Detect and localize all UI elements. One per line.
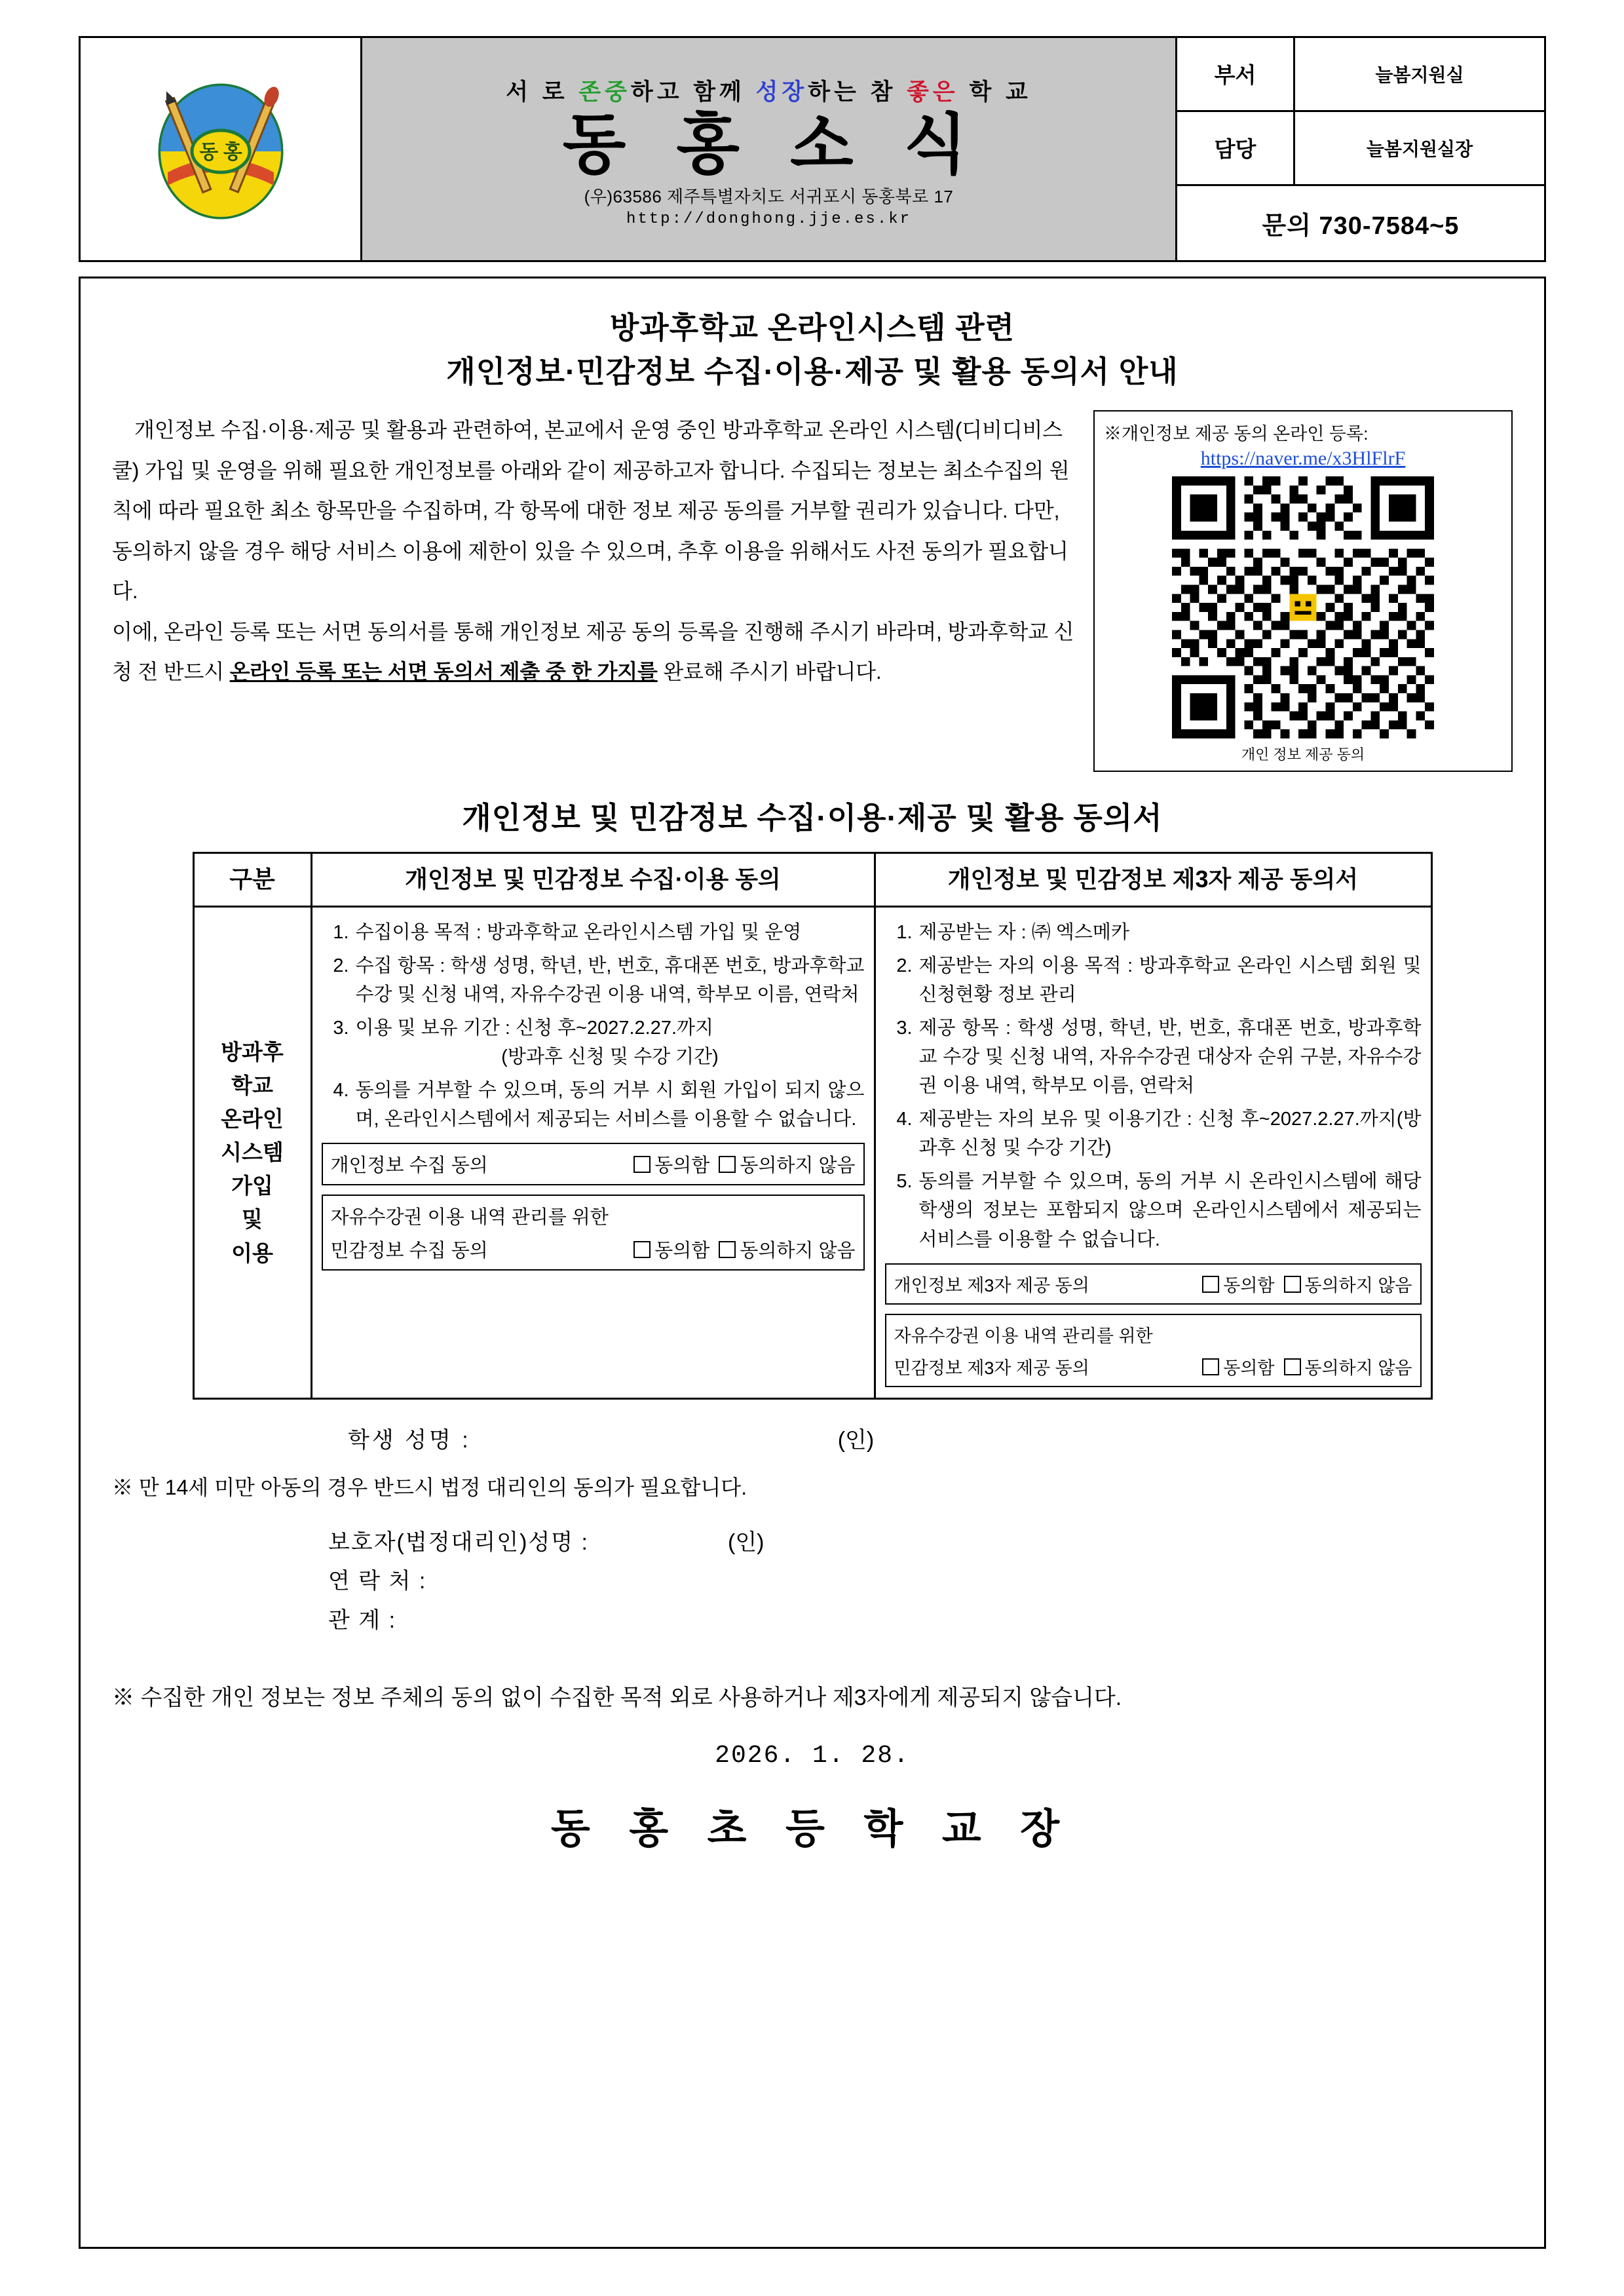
consent-lead: 자유수강권 이용 내역 관리를 위한 [894,1326,1153,1346]
intro-text [112,410,1079,692]
charge-row [1177,112,1544,186]
intro-paragraph-2 [112,612,1079,693]
school-principal-line: 동 홍 초 등 학 교 장 [550,1807,1074,1852]
school-slogan: 서 로 존중하고 함께 성장하는 참 좋은 학 교 [506,79,1032,105]
intro-paragraph-1: 개인정보 수집·이용·제공 및 활용과 관련하여, 본교에서 운영 중인 방과후학교 온라인 시스템(디비디비스쿨) 가입 및 운영을 위해 필요한 개인정보를 아래와 같이 제공하고자 합니다. 수집되는 정보는 최소수집의 원칙에 따라 필요한 최소 항목만을 수집하며, 각 항목에 대한 정보 제공 동의를 거부할 권리가 있습니다. 다만, 동의하지 않을 경우 해당 서비스 이용에 제한이 있을 수 있으며, 추후 이용을 위해서도 사전 동의가 필요합니다. [112,418,1070,603]
consent-option-yes[interactable] [633,1151,709,1177]
gubun-text: 방과후 학교 온라인 시스템 가입 및 이용 [221,1039,284,1265]
consent-yes-label: 동의함 [654,1240,710,1262]
header-gubun: 구분 [193,853,311,906]
consent-label: 개인정보 제3자 제공 동의 [894,1275,1089,1295]
consent-option-no[interactable] [1284,1271,1412,1297]
item-text: 동의를 거부할 수 있으며, 동의 거부 시 회원 가입이 되지 않으며, 온라인시스템에서 제공되는 서비스를 이용할 수 없습니다. [355,1080,865,1130]
intro2-pre: 이에, 온라인 등록 또는 서면 동의서를 통해 개인정보 제공 동의 등록을 진행해 주시기 바라며, 방과후학교 신청 전 반드시 [112,619,1074,683]
guardian-relation-label: 관 계 : [328,1607,397,1633]
item-text: 제공받는 자 : ㈜ 엑스메카 [918,921,1129,943]
contact-value: 문의 730-7584~5 [1262,212,1460,240]
consent-label: 민감정보 수집 동의 [330,1240,488,1262]
qr-registration-box [1093,410,1513,772]
item-number: 1. [333,921,349,943]
consent-table [193,852,1433,1399]
consent-row [331,1236,856,1263]
consent-option-no[interactable] [719,1151,855,1177]
svg-text:동 홍: 동 홍 [198,141,242,163]
list-item [885,1105,1422,1162]
intro2-bold: 온라인 등록 또는 서면 동의서 제출 중 한 가지를 [229,660,658,683]
charge-label: 담당 [1177,112,1295,184]
newsletter-title: 동 홍 소 식 [562,109,985,182]
list-item [885,1014,1422,1100]
personal-info-consent-block [322,1143,865,1185]
consent-no-label: 동의하지 않음 [1304,1275,1412,1295]
item-number: 3. [333,1018,349,1039]
third-party-list [885,918,1422,1254]
item-number: 2. [333,955,349,976]
intro2-post: 완료해 주시기 바랍니다. [657,660,882,683]
checkbox-disagree[interactable] [1284,1358,1301,1375]
consent-option-no[interactable] [1284,1354,1412,1379]
checkbox-disagree[interactable] [1284,1276,1301,1293]
student-seal-label: (인) [837,1427,875,1453]
item-text: 수집 항목 : 학생 성명, 학년, 반, 번호, 휴대폰 번호, 방과후학교 수강 및 신청 내역, 자유수강권 이용 내역, 학부모 이름, 연락처 [355,955,865,1005]
qr-link[interactable]: https://naver.me/x3HlFlrF [1200,448,1406,470]
newsletter-header [79,36,1546,262]
school-logo-cell [81,38,362,260]
school-emblem-icon [152,74,290,225]
item-main: 이용 및 보유 기간 : 신청 후~2027.2.27.까지 [355,1018,714,1039]
school-address: (우)63586 제주특별자치도 서귀포시 동홍북로 17 [584,187,954,206]
consent-option-yes[interactable] [1202,1271,1274,1297]
page-title-line1: 방과후학교 온라인시스템 관련 [609,311,1015,345]
note-purpose-limitation: ※ 수집한 개인 정보는 정보 주체의 동의 없이 수집한 목적 외로 사용하거나 제3자에게 제공되지 않습니다. [112,1685,1122,1711]
intro-section [112,410,1513,772]
consent-row [331,1151,856,1177]
header-center [362,38,1177,260]
document-body [79,277,1546,2249]
consent-option-no[interactable] [719,1236,855,1263]
guardian-section [112,1523,1513,1641]
page-title [112,306,1513,393]
list-item [885,951,1422,1009]
item-text [356,1014,865,1071]
student-name-label: 학생 성명 : [348,1427,471,1453]
consent-yes-label: 동의함 [654,1155,710,1177]
item-text: 수집이용 목적 : 방과후학교 온라인시스템 가입 및 운영 [355,921,802,943]
header-third-party: 개인정보 및 민감정보 제3자 제공 동의서 [875,853,1431,906]
item-text: 제공받는 자의 이용 목적 : 방과후학교 온라인 시스템 회원 및 신청현황 정보 관리 [918,955,1422,1005]
dept-value: 늘봄지원실 [1375,64,1464,85]
table-row [193,906,1431,1398]
checkbox-agree[interactable] [633,1241,651,1258]
document-date: 2026. 1. 28. [715,1742,910,1770]
list-item [322,918,865,947]
third-party-cell [875,906,1431,1398]
header-meta [1177,38,1544,260]
item-number: 4. [333,1080,349,1101]
consent-yes-label: 동의함 [1223,1275,1275,1295]
checkbox-disagree[interactable] [719,1241,736,1258]
collect-use-cell [311,906,875,1398]
consent-section-title: 개인정보 및 민감정보 수집·이용·제공 및 활용 동의서 [462,801,1163,835]
list-item [885,1167,1422,1253]
consent-table-header-row [193,853,1431,906]
guardian-contact-label: 연 락 처 : [328,1569,427,1594]
consent-option-yes[interactable] [633,1236,709,1263]
dept-row [1177,38,1544,112]
school-url: http://donghong.jje.es.kr [626,210,912,228]
third-party-sensitive-consent-block [885,1314,1422,1387]
checkbox-agree[interactable] [1202,1276,1219,1293]
item-sub: (방과후 신청 및 수강 기간) [501,1046,719,1068]
consent-label: 개인정보 수집 동의 [330,1155,488,1177]
charge-value: 늘봄지원실장 [1366,138,1473,159]
gubun-cell [193,906,311,1398]
guardian-contact-row [328,1562,1513,1601]
contact-row [1177,186,1544,260]
consent-no-label: 동의하지 않음 [740,1240,856,1262]
item-text: 제공 항목 : 학생 성명, 학년, 반, 번호, 휴대폰 번호, 방과후학교 수강 및 신청 내역, 자유수강권 대상자 순위 구분, 자유수강권 이용 내역, 학부모 이름, 연락처 [918,1018,1422,1097]
page-title-line2: 개인정보·민감정보 수집·이용·제공 및 활용 동의서 안내 [446,354,1179,389]
consent-yes-label: 동의함 [1223,1358,1275,1378]
list-item [322,1076,865,1134]
third-party-personal-consent-block [885,1263,1422,1305]
qr-title: ※개인정보 제공 동의 온라인 등록: [1104,424,1369,444]
consent-row [894,1354,1412,1379]
guardian-seal-label: (인) [728,1529,765,1555]
consent-option-yes[interactable] [1202,1354,1274,1379]
item-number: 2. [896,955,913,976]
dept-label: 부서 [1177,38,1295,110]
student-signature-line [112,1422,1513,1454]
item-text: 동의를 거부할 수 있으며, 동의 거부 시 온라인시스템에 해당 학생의 정보는 포함되지 않으며 온라인시스템에서 제공되는 서비스를 이용할 수 없습니다. [918,1171,1422,1250]
item-number: 1. [896,921,913,943]
list-item [885,918,1422,947]
guardian-name-row [328,1523,1513,1563]
list-item [322,1014,865,1071]
item-number: 4. [896,1109,913,1130]
consent-no-label: 동의하지 않음 [740,1155,856,1177]
sensitive-info-consent-block [322,1195,865,1271]
collect-use-list [322,918,865,1134]
checkbox-agree[interactable] [633,1156,651,1173]
header-collect-use: 개인정보 및 민감정보 수집·이용 동의 [311,853,875,906]
checkbox-disagree[interactable] [719,1156,736,1173]
consent-lead: 자유수강권 이용 내역 관리를 위한 [330,1207,609,1229]
list-item [322,951,865,1009]
checkbox-agree[interactable] [1202,1358,1219,1375]
note-under-14: ※ 만 14세 미만 아동의 경우 반드시 법정 대리인의 동의가 필요합니다. [112,1475,747,1499]
qr-code-image[interactable] [1172,476,1434,738]
qr-caption: 개인 정보 제공 동의 [1241,746,1365,763]
item-number: 5. [896,1171,913,1193]
guardian-name-label: 보호자(법정대리인)성명 : [328,1529,589,1555]
item-text: 제공받는 자의 보유 및 이용기간 : 신청 후~2027.2.27.까지(방과후 신청 및 수강 기간) [918,1109,1422,1159]
consent-no-label: 동의하지 않음 [1304,1358,1412,1378]
consent-row [894,1271,1412,1297]
consent-label: 민감정보 제3자 제공 동의 [894,1358,1089,1378]
guardian-relation-row [328,1601,1513,1641]
item-number: 3. [896,1018,913,1039]
